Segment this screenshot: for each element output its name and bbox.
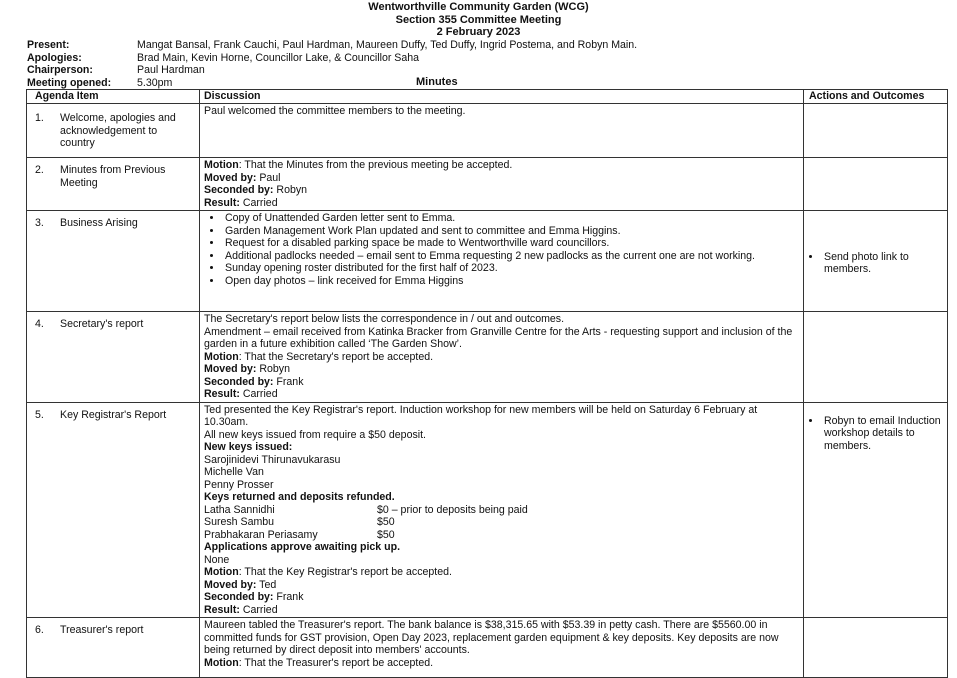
result-label: Result: [204, 196, 240, 209]
key-holder: Michelle Van [204, 466, 264, 478]
motion-label: Motion [204, 656, 239, 669]
action-item: • Robyn to email Induction workshop details to members. [822, 415, 943, 453]
actions-cell [804, 158, 948, 211]
discussion-text: Maureen tabled the Treasurer's report. The bank balance is $38,315.65 with $53.39 in petty cash. There are $5560.00 in committed funds for GST provision, Open Day 2023, replacement garden equipment & key deposits. Key deposits are now being returned by direct deposit into members' accounts. [204, 619, 779, 656]
result-value: Carried [239, 603, 278, 616]
keys-returned-heading: Keys returned and deposits refunded. [204, 491, 395, 503]
seconded-label: Seconded by: [204, 184, 274, 196]
refund-row [204, 516, 799, 529]
result-value: Carried [239, 388, 278, 400]
agenda-cell [27, 402, 200, 618]
refund-name: Prabhakaran Periasamy [204, 528, 318, 541]
result-label: Result: [204, 603, 240, 616]
chairperson-label: Chairperson: [27, 64, 93, 76]
chairperson-value: Paul Hardman [137, 64, 205, 76]
motion-label: Motion [204, 350, 239, 363]
discussion-cell [200, 618, 804, 678]
refund-amount: $50 [377, 516, 395, 528]
item-number: 3. [35, 217, 44, 229]
result-line [204, 197, 799, 210]
table-row [27, 402, 948, 618]
discussion-cell [200, 211, 804, 312]
moved-value: Ted [256, 578, 277, 591]
refund-amount: $0 – prior to deposits being paid [377, 503, 528, 516]
item-number: 2. [35, 164, 44, 176]
moved-label: Moved by: [204, 363, 257, 375]
seconded-line [204, 184, 799, 197]
agenda-cell [27, 104, 200, 158]
discussion-cell [200, 402, 804, 618]
agenda-cell [27, 158, 200, 211]
moved-line [204, 363, 799, 376]
action-list [808, 251, 943, 276]
motion-text: : That the Secretary's report be accepted. [238, 350, 434, 363]
document-subtitle: Section 355 Committee Meeting [395, 13, 562, 26]
list-item: • Copy of Unattended Garden letter sent to Emma. [223, 212, 799, 225]
item-title: Minutes from Previous Meeting [60, 164, 166, 189]
action-item: • Send photo link to members. [822, 251, 943, 276]
motion-line [204, 657, 799, 670]
table-row [27, 104, 948, 158]
discussion-text: Amendment – email received from Katinka Bracker from Granville Centre for the Arts - requesting support and inclusion of the garden in a future exhibition called ‘The Garden Show’. [204, 325, 793, 350]
minutes-table [26, 89, 948, 678]
result-label: Result: [204, 388, 240, 400]
refund-name: Latha Sannidhi [204, 503, 275, 516]
list-item: • Garden Management Work Plan updated and sent to committee and Emma Higgins. [223, 225, 799, 238]
list-item: • Request for a disabled parking space be made to Wentworthville ward councillors. [223, 237, 799, 250]
motion-label: Motion [204, 566, 239, 578]
minutes-heading: Minutes [416, 76, 458, 88]
discussion-cell [200, 104, 804, 158]
list-item: • Open day photos – link received for Emma Higgins [223, 275, 799, 288]
discussion-text: All new keys issued from require a $50 deposit. [204, 428, 426, 441]
refund-name: Suresh Sambu [204, 516, 275, 528]
discussion-text: Ted presented the Key Registrar's report. Induction workshop for new members will be held on Saturday 6 February at 10.30am. [204, 403, 758, 428]
moved-line [204, 172, 799, 185]
actions-cell [804, 312, 948, 403]
item-number: 5. [35, 408, 44, 421]
discussion-cell [200, 312, 804, 403]
moved-line [204, 579, 799, 592]
moved-value: Paul [256, 171, 281, 184]
actions-cell [804, 104, 948, 158]
seconded-value: Frank [273, 591, 304, 603]
item-title: Key Registrar's Report [60, 408, 167, 421]
item-title: Welcome, apologies and acknowledgement to country [60, 112, 176, 149]
list-item: • Sunday opening roster distributed for the first half of 2023. [223, 262, 799, 275]
item-title: Treasurer's report [60, 624, 144, 636]
discussion-cell [200, 158, 804, 211]
item-number: 4. [35, 318, 44, 330]
key-holder: Penny Prosser [204, 478, 274, 491]
table-row [27, 312, 948, 403]
meeting-date: 2 February 2023 [436, 26, 521, 38]
agenda-cell [27, 618, 200, 678]
moved-label: Moved by: [204, 578, 257, 591]
motion-label: Motion [204, 159, 239, 171]
col-header-agenda: Agenda Item [27, 90, 200, 104]
actions-cell [804, 618, 948, 678]
apologies-label: Apologies: [27, 51, 82, 64]
actions-cell [804, 211, 948, 312]
pending-value: None [204, 553, 230, 566]
discussion-text: Paul welcomed the committee members to the meeting. [204, 105, 466, 117]
table-row [27, 158, 948, 211]
present-label: Present: [27, 39, 70, 51]
refund-amount: $50 [377, 528, 395, 541]
moved-value: Robyn [256, 363, 290, 375]
business-list [204, 212, 799, 287]
seconded-label: Seconded by: [204, 591, 274, 603]
motion-line [204, 159, 799, 172]
seconded-value: Robyn [273, 184, 308, 196]
key-holder: Sarojinidevi Thirunavukarasu [204, 453, 341, 466]
motion-text: : That the Key Registrar's report be accepted. [238, 566, 452, 578]
discussion-text: The Secretary's report below lists the correspondence in / out and outcomes. [204, 313, 565, 325]
table-row [27, 618, 948, 678]
motion-line [204, 566, 799, 579]
table-header-row [27, 90, 948, 104]
result-line [204, 388, 799, 401]
meeting-opened-label: Meeting opened: [27, 76, 112, 89]
seconded-line [204, 376, 799, 389]
agenda-cell [27, 312, 200, 403]
pending-heading: Applications approve awaiting pick up. [204, 541, 401, 553]
seconded-value: Frank [273, 375, 304, 388]
motion-line [204, 351, 799, 364]
seconded-label: Seconded by: [204, 375, 274, 388]
result-line [204, 604, 799, 617]
seconded-line [204, 591, 799, 604]
item-number: 6. [35, 624, 44, 636]
document-title: Wentworthville Community Garden (WCG) [368, 1, 589, 13]
motion-text: : That the Minutes from the previous meeting be accepted. [238, 159, 513, 171]
table-row [27, 211, 948, 312]
col-header-actions: Actions and Outcomes [804, 90, 948, 104]
action-list [808, 415, 943, 453]
list-item: • Additional padlocks needed – email sent to Emma requesting 2 new padlocks as the current one are not working. [223, 250, 799, 263]
result-value: Carried [239, 196, 278, 209]
item-number: 1. [35, 112, 44, 124]
apologies-value: Brad Main, Kevin Horne, Councillor Lake, & Councillor Saha [137, 51, 420, 64]
new-keys-heading: New keys issued: [204, 441, 293, 453]
item-title: Secretary's report [60, 318, 144, 330]
refund-row [204, 529, 799, 542]
present-value: Mangat Bansal, Frank Cauchi, Paul Hardman, Maureen Duffy, Ted Duffy, Ingrid Postema, and Robyn Main. [137, 39, 638, 51]
item-title: Business Arising [60, 217, 138, 229]
actions-cell [804, 402, 948, 618]
moved-label: Moved by: [204, 171, 257, 184]
col-header-discussion: Discussion [200, 90, 804, 104]
refund-row [204, 504, 799, 517]
agenda-cell [27, 211, 200, 312]
motion-text: : That the Treasurer's report be accepted. [238, 656, 434, 669]
meeting-opened-value: 5.30pm [137, 76, 173, 89]
